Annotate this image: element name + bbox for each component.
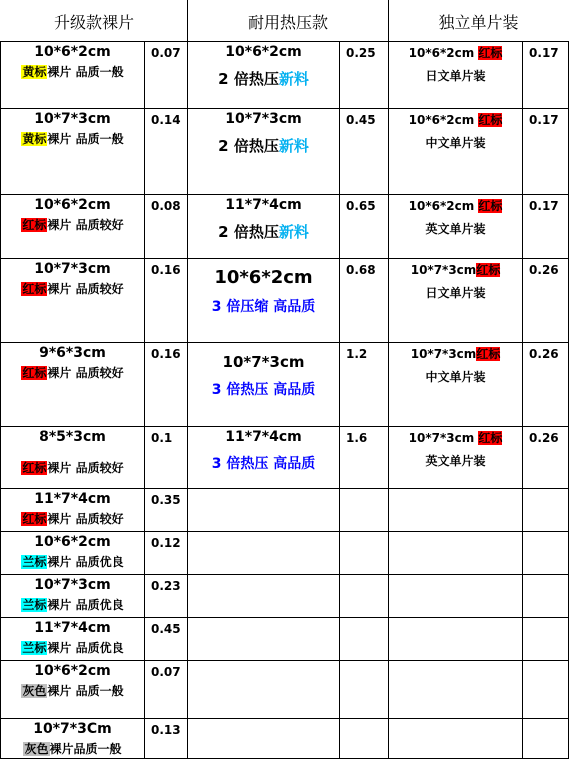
- item-desc: 灰色裸片品质一般: [24, 742, 122, 756]
- cell-empty: [340, 532, 389, 575]
- item-desc: 2 倍热压新料: [218, 137, 309, 155]
- cell-item: [188, 42, 340, 109]
- item-size: 10*7*3cm: [34, 111, 111, 127]
- item-desc: 兰标裸片 品质优良: [22, 555, 124, 569]
- cell-price: 0.45: [340, 109, 389, 195]
- table-row: [1, 42, 569, 109]
- cell-empty: [188, 719, 340, 759]
- cell-empty: [188, 618, 340, 661]
- item-desc: 红标裸片 品质较好: [22, 512, 124, 526]
- cell-price: 0.13: [145, 719, 188, 759]
- table-row: [1, 343, 569, 427]
- label-tag: 红标: [22, 461, 47, 475]
- cell-price: 0.17: [523, 109, 569, 195]
- label-tag: 红标: [476, 347, 501, 361]
- cell-item: [188, 259, 340, 343]
- cell-empty: [389, 661, 523, 719]
- label-tag: 兰标: [22, 641, 47, 655]
- item-size: 10*6*2cm: [34, 197, 111, 213]
- cell-empty: [523, 575, 569, 618]
- label-tag: 黄标: [22, 65, 47, 79]
- table-row: [1, 427, 569, 489]
- cell-item: [389, 42, 523, 109]
- cell-empty: [340, 575, 389, 618]
- item-desc: 红标裸片 品质较好: [22, 218, 124, 232]
- item-desc: 2 倍热压新料: [218, 70, 309, 88]
- table-row: [1, 618, 569, 661]
- cell-empty: [389, 618, 523, 661]
- item-size: 11*7*4cm: [225, 429, 302, 445]
- cell-item: [389, 195, 523, 259]
- cell-empty: [523, 661, 569, 719]
- cell-item: [1, 661, 145, 719]
- cell-empty: [188, 661, 340, 719]
- item-desc: 日文单片装: [425, 69, 486, 83]
- cell-empty: [340, 719, 389, 759]
- cell-empty: [340, 489, 389, 532]
- cell-item: [389, 427, 523, 489]
- cell-price: 1.2: [340, 343, 389, 427]
- cell-empty: [188, 532, 340, 575]
- cell-price: 0.14: [145, 109, 188, 195]
- cell-item: [1, 259, 145, 343]
- cell-empty: [389, 719, 523, 759]
- item-size: 8*5*3cm: [39, 429, 106, 445]
- cell-item: [188, 195, 340, 259]
- item-desc: 黄标裸片 品质一般: [22, 65, 124, 79]
- item-desc: 2 倍热压新料: [218, 223, 309, 241]
- header-row: [1, 1, 569, 42]
- item-desc: 灰色裸片 品质一般: [22, 684, 124, 698]
- item-size: 10*7*3cm红标: [410, 347, 501, 361]
- item-size: 9*6*3cm: [39, 345, 106, 361]
- header-individual: 独立单片装: [389, 1, 569, 42]
- header-upgrade: 升级款裸片: [1, 1, 188, 42]
- cell-item: [1, 427, 145, 489]
- table-row: [1, 532, 569, 575]
- cell-item: [389, 109, 523, 195]
- item-desc: 黄标裸片 品质一般: [22, 132, 124, 146]
- cell-price: 0.26: [523, 259, 569, 343]
- cell-empty: [340, 661, 389, 719]
- label-tag: 兰标: [22, 598, 47, 612]
- cell-item: [389, 259, 523, 343]
- cell-price: 0.23: [145, 575, 188, 618]
- cell-empty: [188, 575, 340, 618]
- cell-item: [1, 42, 145, 109]
- item-desc: 英文单片装: [425, 454, 486, 468]
- table-row: [1, 575, 569, 618]
- item-size: 10*7*3Cm: [33, 721, 112, 737]
- label-tag: 兰标: [22, 555, 47, 569]
- label-tag: 红标: [22, 366, 47, 380]
- cell-item: [1, 618, 145, 661]
- item-size: 11*7*4cm: [34, 620, 111, 636]
- label-tag: 黄标: [22, 132, 47, 146]
- item-desc: 中文单片装: [425, 136, 486, 150]
- item-desc: 3 倍热压 高品质: [211, 382, 316, 398]
- cell-price: 0.68: [340, 259, 389, 343]
- cell-empty: [389, 575, 523, 618]
- item-size: 10*7*3cm: [34, 577, 111, 593]
- item-size: 10*7*3cm 红标: [408, 431, 503, 445]
- cell-empty: [523, 489, 569, 532]
- item-size: 10*6*2cm: [34, 534, 111, 550]
- cell-price: 0.16: [145, 259, 188, 343]
- cell-item: [1, 109, 145, 195]
- label-tag: 红标: [478, 113, 503, 127]
- item-desc: 红标裸片 品质较好: [22, 366, 124, 380]
- cell-empty: [389, 532, 523, 575]
- cell-price: 0.16: [145, 343, 188, 427]
- cell-empty: [523, 532, 569, 575]
- item-size: 10*6*2cm: [34, 663, 111, 679]
- cell-price: 0.45: [145, 618, 188, 661]
- item-desc: 3 倍压缩 高品质: [211, 299, 316, 315]
- item-desc: 兰标裸片 品质优良: [22, 641, 124, 655]
- table-row: [1, 489, 569, 532]
- item-desc: 3 倍热压 高品质: [211, 456, 316, 472]
- label-tag: 红标: [22, 282, 47, 296]
- item-size: 10*7*3cm: [225, 111, 302, 127]
- item-desc: 日文单片装: [425, 286, 486, 300]
- item-size: 11*7*4cm: [225, 197, 302, 213]
- item-size: 10*7*3cm: [222, 353, 305, 371]
- label-tag: 红标: [476, 263, 501, 277]
- item-size: 10*6*2cm: [34, 44, 111, 60]
- item-desc: 红标裸片 品质较好: [22, 461, 124, 475]
- cell-price: 0.65: [340, 195, 389, 259]
- cell-empty: [188, 489, 340, 532]
- label-tag: 红标: [478, 199, 503, 213]
- cell-item: [1, 195, 145, 259]
- header-heatpress: 耐用热压款: [188, 1, 389, 42]
- cell-item: [1, 532, 145, 575]
- cell-price: 0.35: [145, 489, 188, 532]
- cell-item: [1, 575, 145, 618]
- cell-item: [1, 489, 145, 532]
- item-size: 10*6*2cm 红标: [408, 46, 503, 60]
- cell-item: [188, 109, 340, 195]
- label-tag: 红标: [22, 512, 47, 526]
- cell-price: 0.17: [523, 42, 569, 109]
- table-row: [1, 195, 569, 259]
- cell-item: [1, 719, 145, 759]
- item-size: 10*7*3cm红标: [410, 263, 501, 277]
- cell-empty: [523, 618, 569, 661]
- item-size: 11*7*4cm: [34, 491, 111, 507]
- cell-item: [188, 427, 340, 489]
- table-row: [1, 661, 569, 719]
- label-tag: 灰色: [22, 684, 47, 698]
- cell-price: 0.08: [145, 195, 188, 259]
- cell-empty: [340, 618, 389, 661]
- cell-price: 0.07: [145, 42, 188, 109]
- label-tag: 红标: [22, 218, 47, 232]
- label-tag: 红标: [478, 431, 503, 445]
- cell-price: 0.25: [340, 42, 389, 109]
- table-row: [1, 109, 569, 195]
- cell-price: 0.17: [523, 195, 569, 259]
- cell-empty: [389, 489, 523, 532]
- cell-price: 0.26: [523, 427, 569, 489]
- cell-price: 0.1: [145, 427, 188, 489]
- item-size: 10*6*2cm 红标: [408, 113, 503, 127]
- table-row: [1, 719, 569, 759]
- cell-item: [1, 343, 145, 427]
- cell-empty: [523, 719, 569, 759]
- item-desc: 兰标裸片 品质优良: [22, 598, 124, 612]
- cell-price: 0.26: [523, 343, 569, 427]
- item-size: 10*6*2cm 红标: [408, 199, 503, 213]
- cell-item: [389, 343, 523, 427]
- label-tag: 红标: [478, 46, 503, 60]
- table-row: [1, 259, 569, 343]
- cell-item: [188, 343, 340, 427]
- cell-price: 0.12: [145, 532, 188, 575]
- item-size: 10*6*2cm: [225, 44, 302, 60]
- item-size: 10*6*2cm: [214, 267, 313, 288]
- item-desc: 中文单片装: [425, 370, 486, 384]
- cell-price: 0.07: [145, 661, 188, 719]
- item-desc: 英文单片装: [425, 222, 486, 236]
- cell-price: 1.6: [340, 427, 389, 489]
- item-size: 10*7*3cm: [34, 261, 111, 277]
- item-desc: 红标裸片 品质较好: [22, 282, 124, 296]
- label-tag: 灰色: [24, 742, 49, 756]
